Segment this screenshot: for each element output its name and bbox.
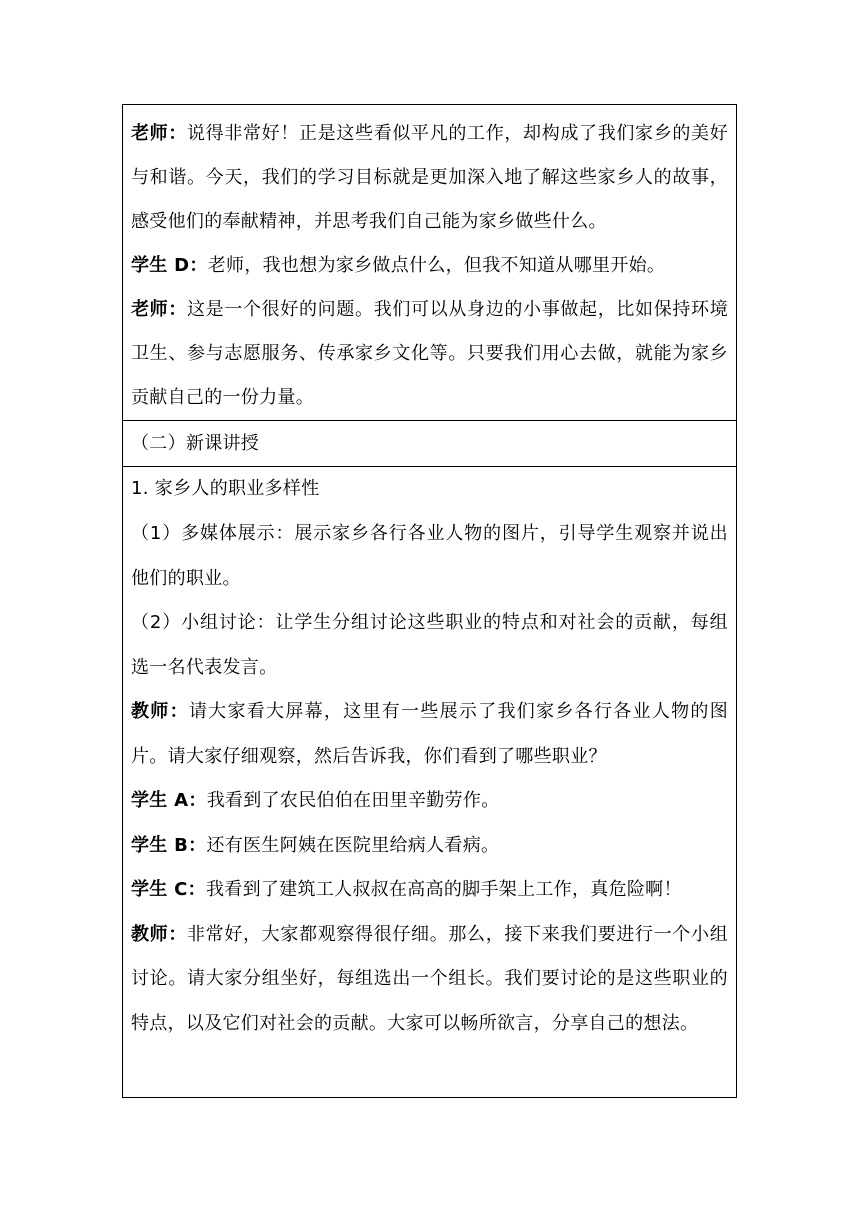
speaker-label: 教师： bbox=[131, 701, 189, 722]
dialogue-paragraph bbox=[131, 824, 728, 869]
lesson-step: （1）多媒体展示：展示家乡各行各业人物的图片，引导学生观察并说出他们的职业。 bbox=[131, 523, 728, 589]
dialogue-text: 我看到了农民伯伯在田里辛勤劳作。 bbox=[206, 790, 500, 811]
dialogue-paragraph bbox=[131, 868, 728, 913]
dialogue-paragraph bbox=[131, 288, 728, 420]
lesson-subtitle: 1. 家乡人的职业多样性 bbox=[131, 478, 320, 499]
lesson-plan-table bbox=[122, 104, 737, 1098]
speaker-label: 学生 C： bbox=[131, 879, 206, 900]
dialogue-paragraph bbox=[131, 112, 728, 244]
dialogue-paragraph bbox=[131, 690, 728, 779]
dialogue-paragraph bbox=[131, 913, 728, 1047]
dialogue-text: 请大家看大屏幕，这里有一些展示了我们家乡各行各业人物的图片。请大家仔细观察，然后告诉我，你们看到了哪些职业？ bbox=[131, 701, 728, 767]
teacher-dialogue-cell bbox=[123, 105, 736, 421]
speaker-label: 教师： bbox=[131, 923, 188, 945]
dialogue-text: 说得非常好！正是这些看似平凡的工作，却构成了我们家乡的美好与和谐。今天，我们的学习目标就是更加深入地了解这些家乡人的故事，感受他们的奉献精神，并思考我们自己能为家乡做些什么。 bbox=[131, 123, 729, 232]
speaker-label: 学生 B： bbox=[131, 834, 207, 856]
section-heading-cell bbox=[123, 421, 736, 467]
dialogue-text: 非常好，大家都观察得很仔细。那么，接下来我们要进行一个小组讨论。请大家分组坐好，每组选出一个组长。我们要讨论的是这些职业的特点，以及它们对社会的贡献。大家可以畅所欲言，分享自己的想法。 bbox=[131, 923, 729, 1034]
dialogue-text: 老师，我也想为家乡做点什么，但我不知道从哪里开始。 bbox=[207, 255, 666, 276]
dialogue-text: 这是一个很好的问题。我们可以从身边的小事做起，比如保持环境卫生、参与志愿服务、传承家乡文化等。只要我们用心去做，就能为家乡贡献自己的一份力量。 bbox=[131, 299, 729, 408]
dialogue-paragraph bbox=[131, 779, 728, 824]
dialogue-paragraph bbox=[131, 244, 728, 288]
lesson-step: （2）小组讨论：让学生分组讨论这些职业的特点和对社会的贡献，每组选一名代表发言。 bbox=[131, 612, 728, 678]
lesson-content-cell bbox=[123, 467, 736, 1097]
speaker-label: 老师： bbox=[131, 299, 188, 320]
dialogue-text: 我看到了建筑工人叔叔在高高的脚手架上工作，真危险啊！ bbox=[205, 879, 682, 900]
speaker-label: 学生 A： bbox=[131, 790, 207, 811]
dialogue-text: 还有医生阿姨在医院里给病人看病。 bbox=[206, 834, 500, 856]
section-heading: （二）新课讲授 bbox=[131, 432, 260, 454]
speaker-label: 学生 D： bbox=[131, 255, 208, 276]
speaker-label: 老师： bbox=[131, 123, 188, 144]
